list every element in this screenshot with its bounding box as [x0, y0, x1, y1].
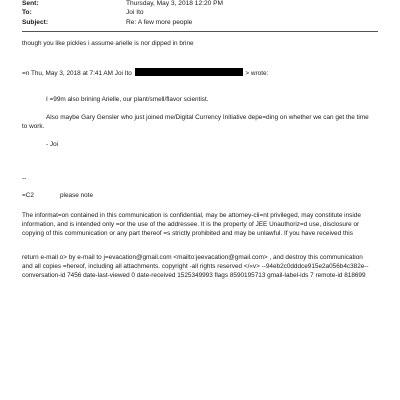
- redaction-bar: [135, 68, 243, 76]
- return-paragraph: return e-mail o> by e-mail to j=evacation@gmail.com <mailto:jeevacation@gmail.com> , and destroy this communication and all copies =hereof, including all attachments. copyright -all rights reserved </«v> --94eb2c0dddce915e2a056b4c382e-- conversation-id 7456 date-last-viewed 0 date-received 1525349993 flags 8590195713 gmail-label-ids 7 remote-id 818699: [22, 254, 369, 279]
- c2-marker: =C2: [22, 192, 34, 199]
- to-label: To:: [22, 9, 32, 16]
- quote-suffix: > wrote:: [245, 70, 269, 77]
- subject-label: Subject:: [22, 19, 49, 26]
- to-value: Joi Ito: [126, 9, 144, 16]
- disclaimer-paragraph: The informat=on contained in this communication is confidential, may be attorney-cli=nt privileged, may constitute inside information, and is intended only =or the use of the addressee. It is the property of JEE Unauthoriz=d use, disclosure or copying of this communication or any part thereof =s strictly prohibited and may be unlawful. If you have received this: [22, 212, 361, 237]
- signature: - Joi: [46, 141, 59, 148]
- quote-prefix: =n Thu, May 3, 2018 at 7:41 AM Joi Ito: [22, 70, 132, 77]
- header-divider: [22, 31, 378, 32]
- quoted-paragraph-2: Also maybe Gary Gensler who just joined me/Digital Currency Initiative depe=ding on whether we can get the time to work.: [22, 114, 369, 130]
- sent-label: Sent:: [22, 0, 39, 7]
- please-note: please note: [60, 192, 94, 199]
- quoted-paragraph-1: I =99m also brining Arielle, our plant/smell/flavor scientist.: [46, 96, 209, 103]
- subject-value: Re: A few more people: [126, 19, 193, 26]
- sent-value: Thursday, May 3, 2018 12:20 PM: [126, 0, 224, 7]
- quote-attribution: [22, 68, 268, 78]
- separator-dashes: --: [22, 175, 27, 182]
- body-line-1: though you like pickles i assume arielle is nor dipped in brine: [22, 40, 194, 47]
